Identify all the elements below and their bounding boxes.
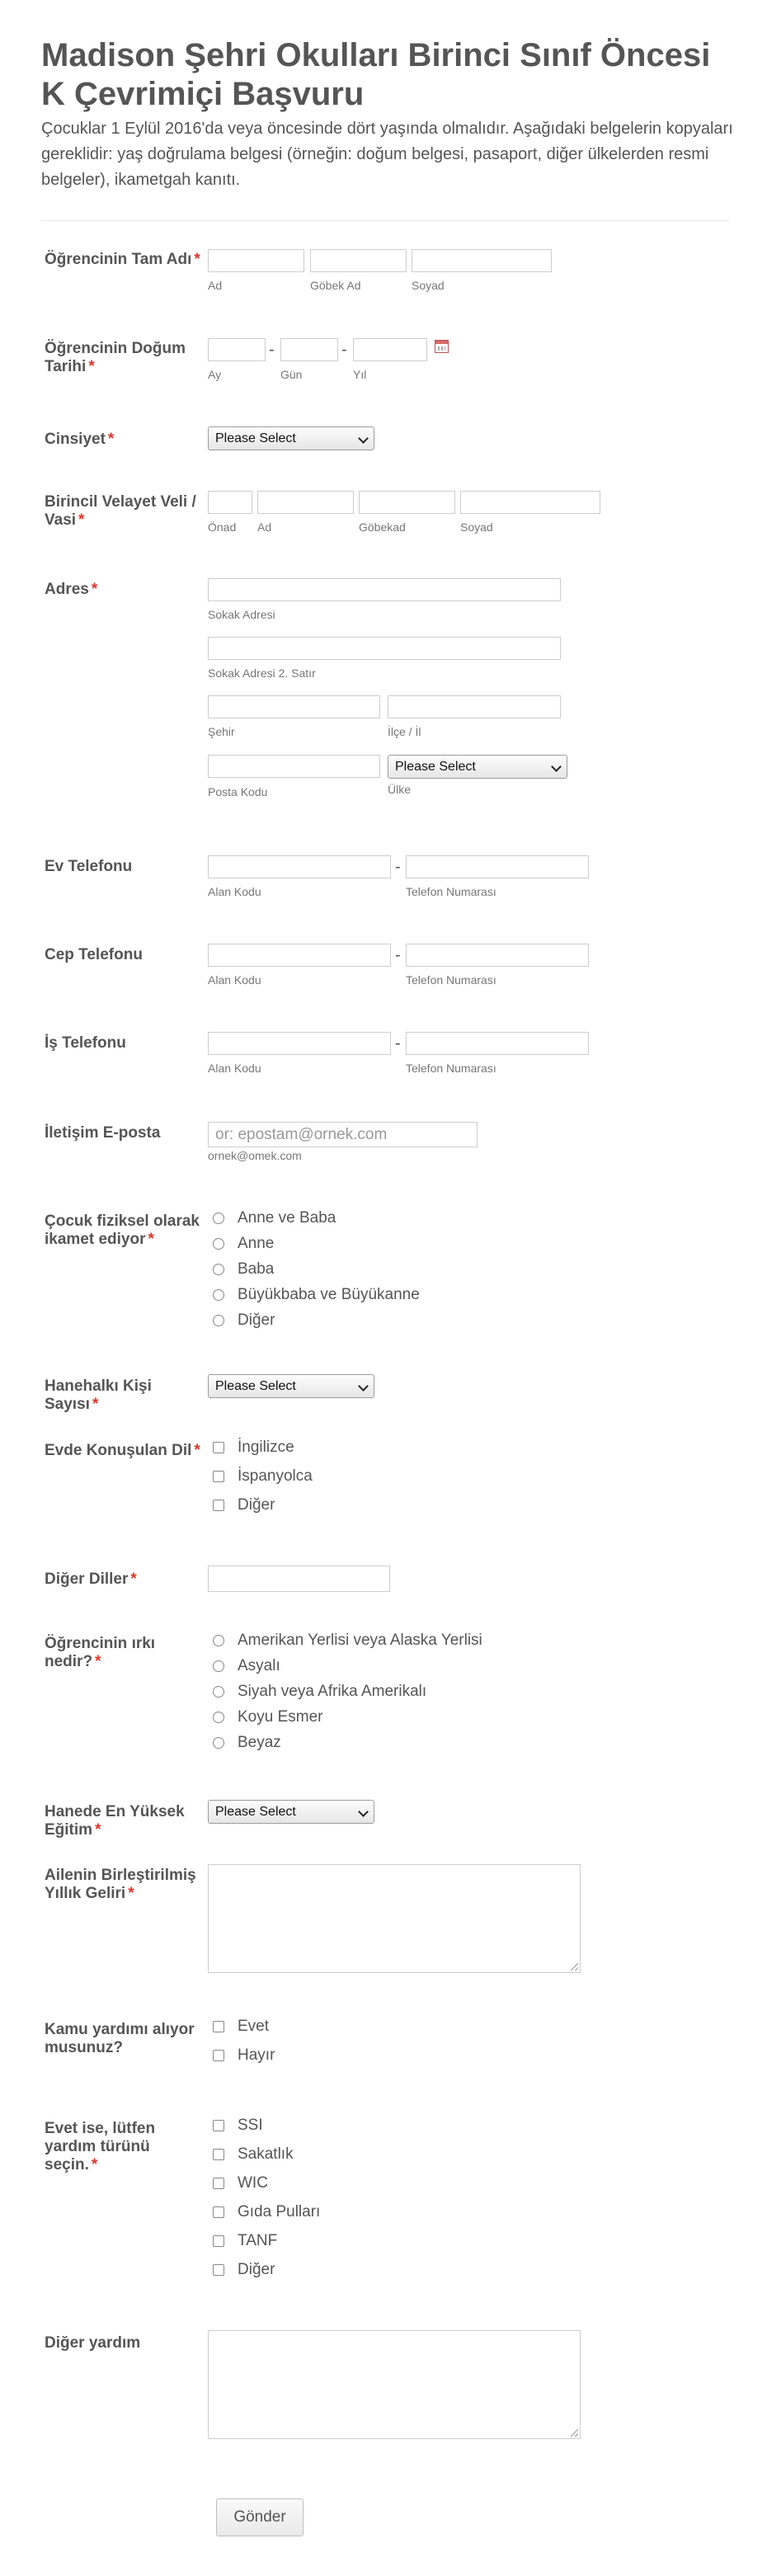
work-phone-area-input[interactable] bbox=[208, 1032, 391, 1055]
country-select-value: Please Select bbox=[395, 760, 476, 774]
home-phone-number-sublabel: Telefon Numarası bbox=[406, 885, 496, 898]
education-label-text: Hanede En Yüksek Eğitim bbox=[45, 1803, 185, 1839]
home-phone-label: Ev Telefonu bbox=[45, 858, 133, 875]
guardian-last-name-sublabel: Soyad bbox=[460, 520, 493, 534]
race-option-label: Amerikan Yerlisi veya Alaska Yerlisi bbox=[238, 1632, 482, 1649]
radio-button[interactable] bbox=[213, 1660, 224, 1672]
city-sublabel: Şehir bbox=[208, 725, 235, 738]
phone-separator: - bbox=[395, 1034, 401, 1053]
radio-button[interactable] bbox=[213, 1264, 224, 1275]
chevron-down-icon bbox=[551, 761, 562, 772]
required-asterisk: * bbox=[88, 358, 95, 375]
home-language-option-label: Diğer bbox=[238, 1496, 275, 1514]
birth-date-label bbox=[45, 340, 206, 376]
header-divider bbox=[41, 220, 729, 221]
work-phone-number-input[interactable] bbox=[406, 1032, 589, 1055]
radio-button[interactable] bbox=[213, 1712, 224, 1723]
aid-type-option[interactable] bbox=[213, 2231, 277, 2251]
race-option[interactable] bbox=[213, 1631, 482, 1651]
other-languages-label bbox=[45, 1571, 206, 1589]
home-language-option[interactable] bbox=[213, 1467, 313, 1486]
race-option-label: Siyah veya Afrika Amerikalı bbox=[238, 1683, 427, 1700]
chevron-down-icon bbox=[358, 433, 369, 444]
required-asterisk: * bbox=[107, 431, 115, 448]
guardian-first-name-input[interactable] bbox=[257, 491, 354, 514]
other-languages-input[interactable] bbox=[208, 1566, 390, 1592]
student-middle-name-sublabel: Göbek Ad bbox=[310, 279, 361, 292]
form-header bbox=[41, 36, 734, 193]
city-input[interactable] bbox=[208, 695, 380, 718]
address-label-text: Adres bbox=[45, 581, 89, 598]
checkbox[interactable] bbox=[213, 2178, 224, 2189]
student-last-name-input[interactable] bbox=[412, 249, 552, 272]
home-phone-area-sublabel: Alan Kodu bbox=[208, 885, 261, 898]
aid-type-option-label: TANF bbox=[238, 2232, 278, 2249]
aid-type-label-text: Evet ise, lütfen yardım türünü seçin. bbox=[45, 2120, 156, 2173]
required-asterisk: * bbox=[95, 1821, 101, 1839]
home-language-option[interactable] bbox=[213, 1495, 275, 1515]
birth-year-input[interactable] bbox=[353, 338, 427, 361]
checkbox[interactable] bbox=[213, 1471, 224, 1482]
other-aid-label: Diğer yardım bbox=[45, 2334, 141, 2352]
work-phone-label: İş Telefonu bbox=[45, 1034, 126, 1052]
date-separator: - bbox=[269, 341, 275, 359]
submit-button[interactable]: Gönder bbox=[216, 2498, 304, 2536]
residence-option[interactable] bbox=[213, 1285, 420, 1305]
street-address-sublabel: Sokak Adresi bbox=[208, 608, 275, 621]
student-name-label-text: Öğrencinin Tam Adı bbox=[45, 251, 192, 268]
birth-year-sublabel: Yıl bbox=[353, 368, 367, 381]
race-option[interactable] bbox=[213, 1682, 426, 1702]
student-first-name-sublabel: Ad bbox=[208, 279, 223, 292]
date-separator: - bbox=[341, 341, 347, 359]
birth-day-input[interactable] bbox=[280, 338, 338, 361]
aid-type-option[interactable] bbox=[213, 2116, 263, 2136]
birth-month-input[interactable] bbox=[208, 338, 266, 361]
guardian-last-name-input[interactable] bbox=[460, 491, 600, 514]
cell-phone-area-sublabel: Alan Kodu bbox=[208, 973, 261, 987]
gender-select[interactable] bbox=[208, 426, 374, 450]
residence-option[interactable] bbox=[213, 1208, 336, 1228]
phone-separator: - bbox=[395, 946, 401, 964]
radio-button[interactable] bbox=[213, 1315, 224, 1326]
guardian-prefix-input[interactable] bbox=[208, 491, 252, 514]
gender-label-text: Cinsiyet bbox=[45, 431, 106, 448]
home-language-label bbox=[45, 1442, 206, 1460]
guardian-prefix-sublabel: Önad bbox=[208, 520, 237, 534]
residence-option[interactable] bbox=[213, 1260, 274, 1279]
race-option-label: Koyu Esmer bbox=[238, 1708, 323, 1726]
radio-button[interactable] bbox=[213, 1635, 224, 1646]
street-address-2-sublabel: Sokak Adresi 2. Satır bbox=[208, 666, 316, 680]
required-asterisk: * bbox=[92, 1396, 99, 1413]
race-option[interactable] bbox=[213, 1656, 280, 1676]
form-title: Madison Şehri Okulları Birinci Sınıf Öncesi K Çevrimiçi Başvuru bbox=[41, 37, 711, 112]
required-asterisk: * bbox=[78, 511, 85, 529]
state-sublabel: İlçe / İl bbox=[388, 725, 421, 738]
home-phone-area-input[interactable] bbox=[208, 855, 391, 878]
email-label: İletişim E-posta bbox=[45, 1124, 161, 1142]
residence-option-label: Baba bbox=[238, 1260, 275, 1278]
checkbox[interactable] bbox=[213, 2120, 224, 2131]
student-name-label bbox=[45, 251, 206, 269]
aid-type-option[interactable] bbox=[213, 2260, 275, 2280]
home-language-option[interactable] bbox=[213, 1438, 294, 1458]
student-middle-name-input[interactable] bbox=[310, 249, 407, 272]
household-size-label bbox=[45, 1377, 206, 1414]
aid-type-option-label: WIC bbox=[238, 2174, 268, 2192]
chevron-down-icon bbox=[358, 1381, 369, 1392]
race-option-label: Beyaz bbox=[238, 1734, 281, 1751]
home-language-label-text: Evde Konuşulan Dil bbox=[45, 1442, 192, 1459]
address-label bbox=[45, 581, 206, 599]
residence-option-label: Diğer bbox=[238, 1312, 275, 1329]
resize-grip-icon[interactable] bbox=[571, 2429, 578, 2437]
checkbox[interactable] bbox=[213, 2021, 224, 2032]
home-phone-number-input[interactable] bbox=[406, 855, 589, 878]
work-phone-number-sublabel: Telefon Numarası bbox=[406, 1062, 496, 1075]
home-language-option-label: İspanyolca bbox=[238, 1467, 313, 1485]
radio-button[interactable] bbox=[213, 1686, 224, 1698]
country-sublabel: Ülke bbox=[388, 783, 412, 796]
work-phone-area-sublabel: Alan Kodu bbox=[208, 1062, 261, 1075]
chevron-down-icon bbox=[358, 1806, 369, 1817]
race-option-label: Asyalı bbox=[238, 1657, 280, 1674]
residence-option-label: Anne ve Baba bbox=[238, 1209, 336, 1227]
street-address-2-input[interactable] bbox=[208, 637, 561, 660]
email-sublabel: ornek@omek.com bbox=[208, 1149, 302, 1162]
required-asterisk: * bbox=[95, 1653, 101, 1670]
aid-type-option-label: Gıda Pulları bbox=[238, 2203, 321, 2220]
other-aid-textarea[interactable] bbox=[208, 2330, 581, 2439]
state-input[interactable] bbox=[388, 695, 561, 718]
checkbox[interactable] bbox=[213, 2149, 224, 2160]
guardian-first-name-sublabel: Ad bbox=[257, 520, 272, 534]
residence-option[interactable] bbox=[213, 1311, 275, 1330]
income-label bbox=[45, 1867, 206, 1903]
residence-label-text: Çocuk fiziksel olarak ikamet ediyor bbox=[45, 1213, 200, 1248]
public-aid-label: Kamu yardımı alıyor musunuz? bbox=[45, 2021, 195, 2056]
aid-type-option[interactable] bbox=[213, 2173, 268, 2193]
required-asterisk: * bbox=[148, 1231, 154, 1248]
guardian-middle-name-input[interactable] bbox=[359, 491, 455, 514]
zip-code-input[interactable] bbox=[208, 755, 380, 778]
country-select[interactable] bbox=[388, 755, 567, 779]
checkbox[interactable] bbox=[213, 1500, 224, 1511]
household-size-select[interactable] bbox=[208, 1374, 374, 1398]
student-first-name-input[interactable] bbox=[208, 249, 304, 272]
gender-select-value: Please Select bbox=[215, 431, 296, 445]
cell-phone-label: Cep Telefonu bbox=[45, 946, 143, 963]
resize-grip-icon[interactable] bbox=[571, 1963, 578, 1971]
public-aid-option-label: Evet bbox=[238, 2018, 270, 2035]
checkbox[interactable] bbox=[213, 2264, 224, 2276]
gender-label bbox=[45, 431, 206, 449]
race-label bbox=[45, 1635, 206, 1671]
public-aid-option[interactable] bbox=[213, 2017, 269, 2037]
income-textarea[interactable] bbox=[208, 1864, 581, 1973]
checkbox[interactable] bbox=[213, 2050, 224, 2061]
guardian-label bbox=[45, 493, 206, 530]
income-label-text: Ailenin Birleştirilmiş Yıllık Geliri bbox=[45, 1867, 196, 1902]
home-language-option-label: İngilizce bbox=[238, 1439, 294, 1456]
checkbox[interactable] bbox=[213, 1442, 224, 1453]
household-size-label-text: Hanehalkı Kişi Sayısı bbox=[45, 1377, 152, 1413]
birth-day-sublabel: Gün bbox=[280, 368, 303, 381]
required-asterisk: * bbox=[194, 1442, 200, 1459]
phone-separator: - bbox=[395, 858, 401, 876]
radio-button[interactable] bbox=[213, 1737, 224, 1749]
required-asterisk: * bbox=[130, 1571, 137, 1588]
radio-button[interactable] bbox=[213, 1213, 224, 1224]
calendar-icon[interactable] bbox=[435, 340, 449, 353]
race-label-text: Öğrencinin ırkı nedir? bbox=[45, 1635, 156, 1670]
required-asterisk: * bbox=[91, 2156, 98, 2173]
education-label bbox=[45, 1803, 206, 1839]
aid-type-option[interactable] bbox=[213, 2145, 294, 2164]
aid-type-option[interactable] bbox=[213, 2202, 320, 2222]
guardian-middle-name-sublabel: Göbekad bbox=[359, 520, 406, 534]
birth-date-label-text: Öğrencinin Doğum Tarihi bbox=[45, 340, 186, 375]
cell-phone-number-input[interactable] bbox=[406, 944, 589, 967]
required-asterisk: * bbox=[194, 251, 200, 268]
education-select[interactable] bbox=[208, 1800, 374, 1824]
public-aid-option[interactable] bbox=[213, 2046, 275, 2065]
aid-type-option-label: Sakatlık bbox=[238, 2145, 294, 2163]
residence-option-label: Büyükbaba ve Büyükanne bbox=[238, 1286, 420, 1303]
form-description: Çocuklar 1 Eylül 2016'da veya öncesinde dört yaşında olmalıdır. Aşağıdaki belgelerin kopyaları gereklidir: yaş doğrulama belgesi (örneğin: doğum belgesi, pasaport, diğer ülkelerden resmi belgeler), ikametgah kanıtı. bbox=[41, 120, 733, 189]
residence-option-label: Anne bbox=[238, 1235, 275, 1252]
household-size-select-value: Please Select bbox=[215, 1379, 296, 1393]
checkbox[interactable] bbox=[213, 2206, 224, 2218]
guardian-label-text: Birincil Velayet Veli / Vasi bbox=[45, 493, 196, 529]
cell-phone-number-sublabel: Telefon Numarası bbox=[406, 973, 496, 987]
required-asterisk: * bbox=[128, 1885, 134, 1902]
residence-label bbox=[45, 1213, 206, 1249]
email-input[interactable] bbox=[208, 1122, 478, 1147]
race-option[interactable] bbox=[213, 1733, 281, 1753]
aid-type-label bbox=[45, 2120, 206, 2174]
race-option[interactable] bbox=[213, 1707, 322, 1727]
required-asterisk: * bbox=[91, 581, 98, 598]
street-address-input[interactable] bbox=[208, 578, 561, 601]
education-select-value: Please Select bbox=[215, 1805, 296, 1819]
zip-code-sublabel: Posta Kodu bbox=[208, 785, 268, 798]
radio-button[interactable] bbox=[213, 1238, 224, 1250]
student-last-name-sublabel: Soyad bbox=[412, 279, 445, 292]
cell-phone-area-input[interactable] bbox=[208, 944, 391, 967]
other-languages-label-text: Diğer Diller bbox=[45, 1571, 129, 1588]
residence-option[interactable] bbox=[213, 1234, 274, 1254]
public-aid-option-label: Hayır bbox=[238, 2046, 275, 2064]
checkbox[interactable] bbox=[213, 2235, 224, 2247]
radio-button[interactable] bbox=[213, 1289, 224, 1301]
birth-month-sublabel: Ay bbox=[208, 368, 222, 381]
aid-type-option-label: SSI bbox=[238, 2117, 263, 2134]
aid-type-option-label: Diğer bbox=[238, 2261, 275, 2278]
